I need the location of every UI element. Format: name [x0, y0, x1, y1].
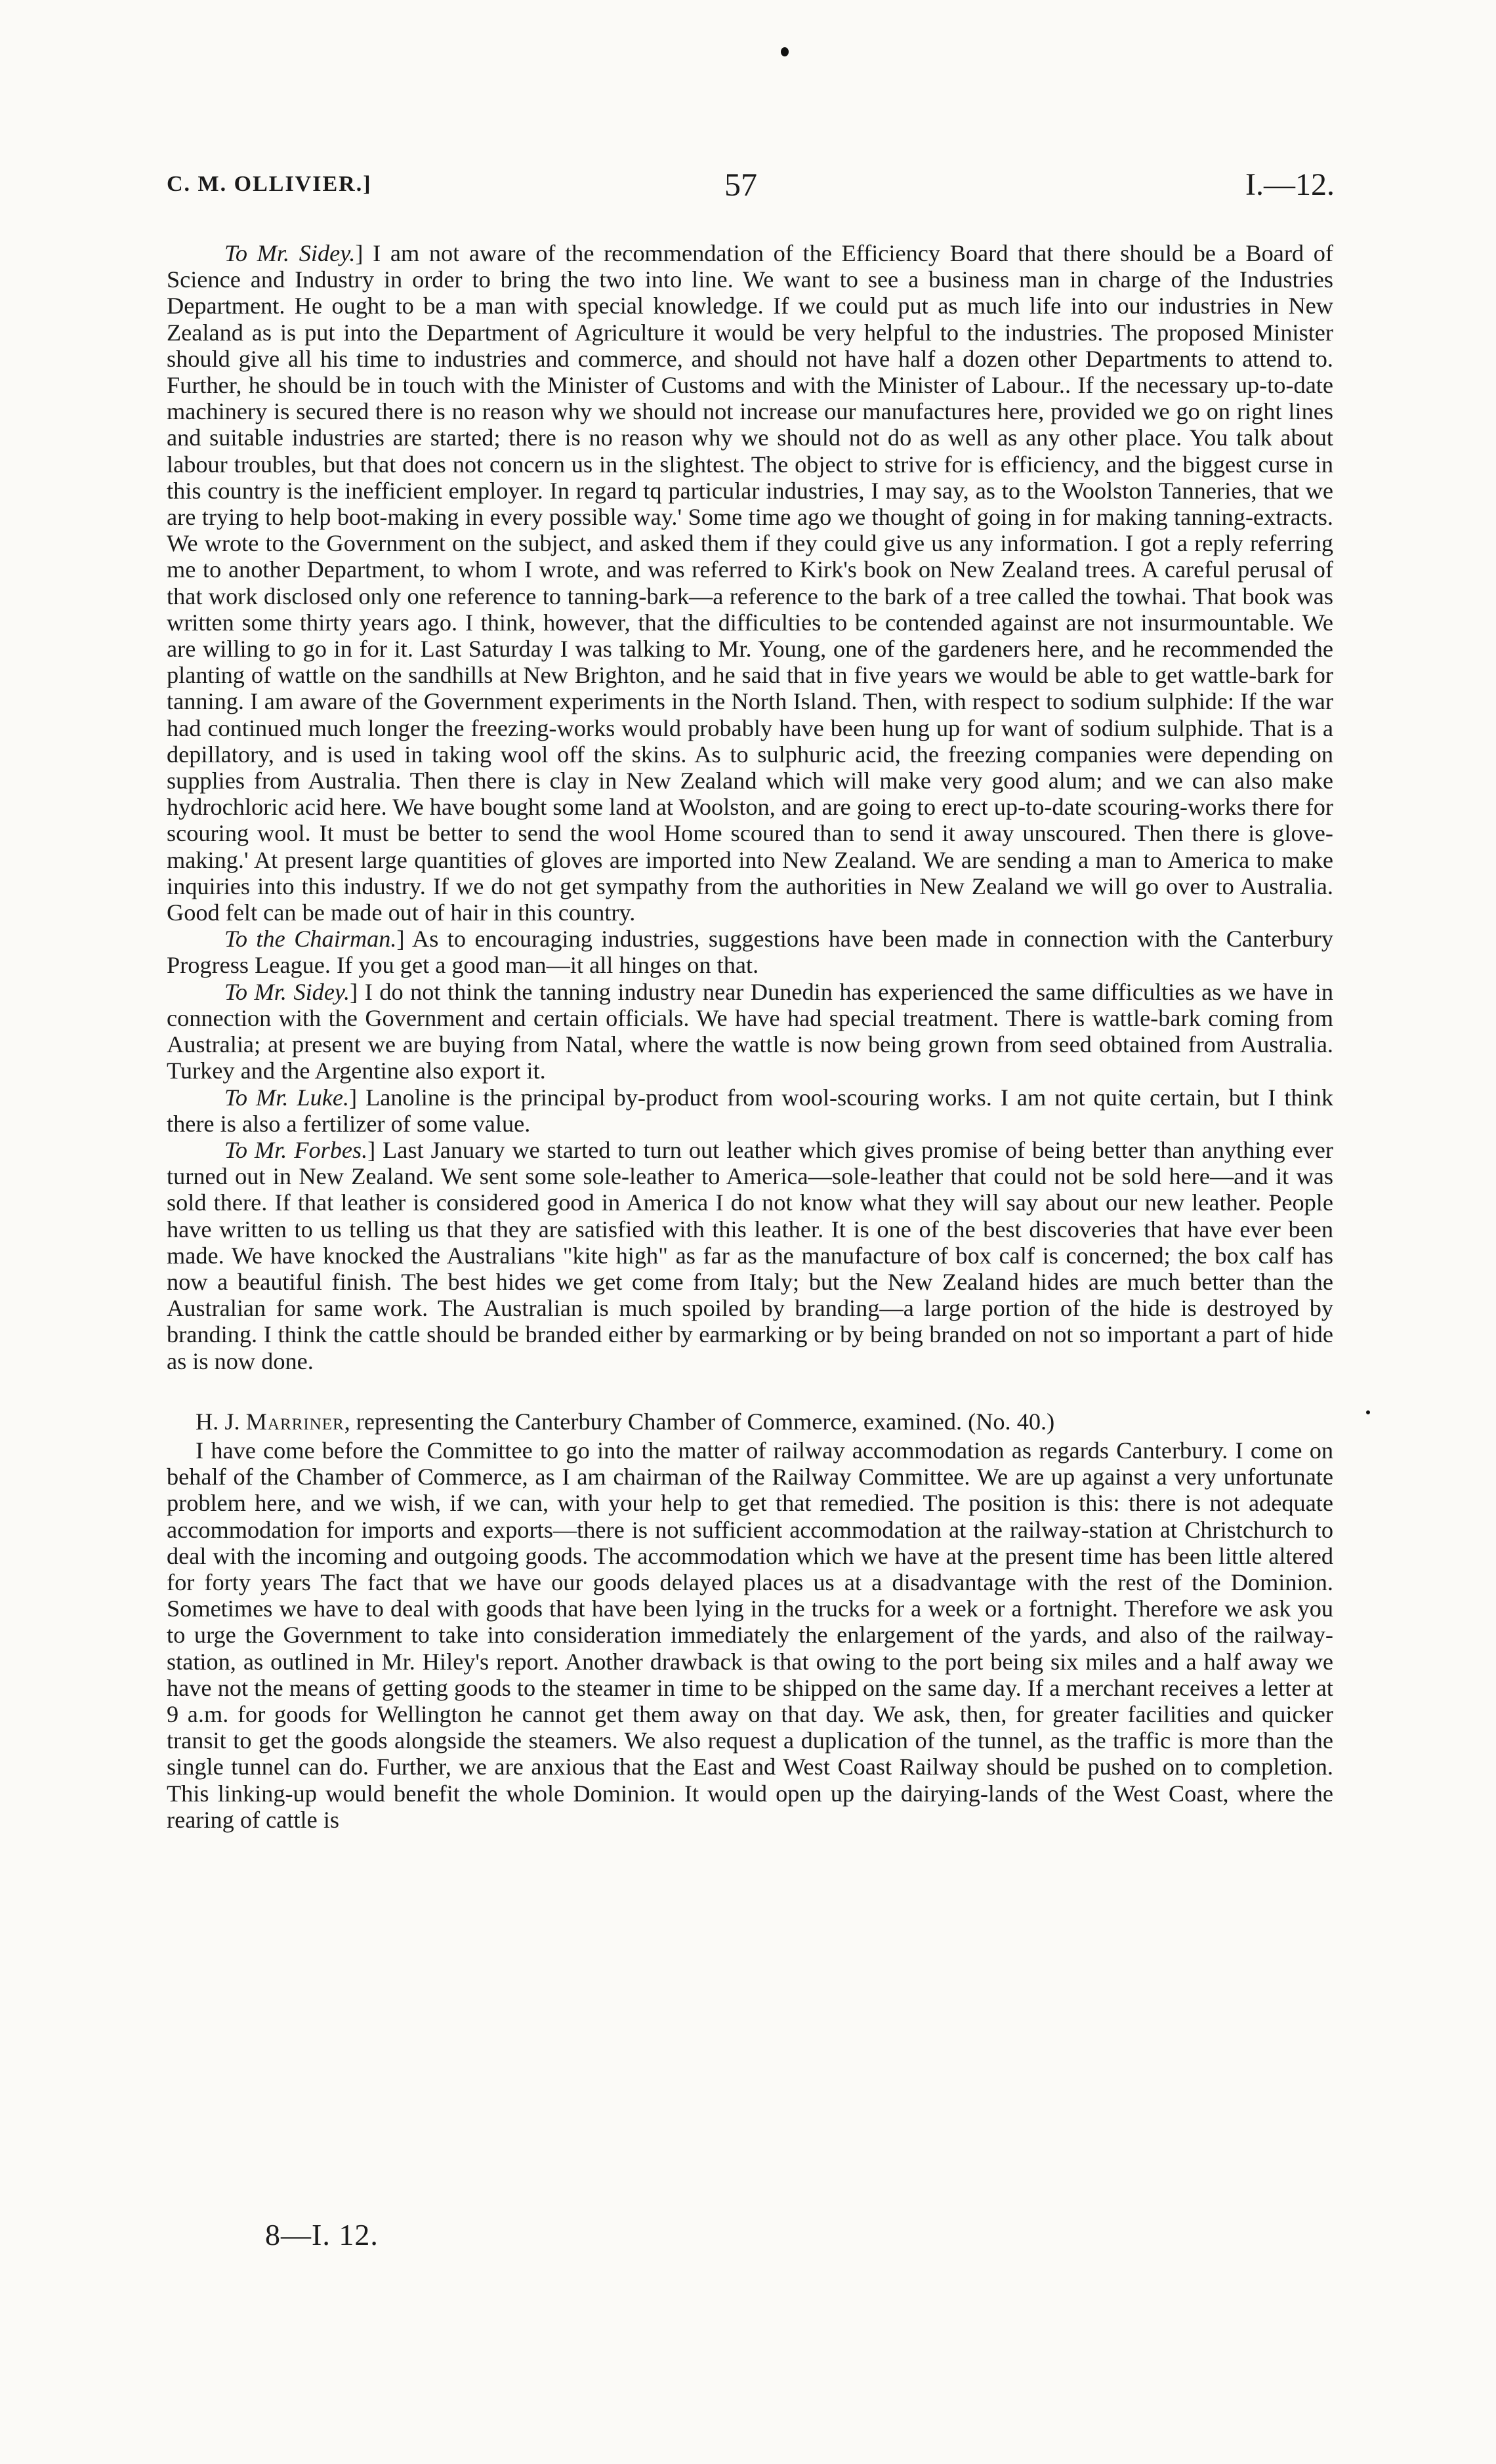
witness-description: , representing the Canterbury Chamber of Commerce, examined. (No. 40.) — [344, 1408, 1055, 1435]
answer-text: ] As to encouraging industries, suggestions have been made in connection with the Canterbury Progress League. If you get a good man—it all hinges on that. — [167, 926, 1334, 979]
witness-heading — [167, 1408, 1333, 1435]
statement-paragraph: I have come before the Committee to go into the matter of railway accommodation as regards Canterbury. I come on behalf of the Chamber of Commerce, as I am chairman of the Railway Committee. We are up against a very unfortunate problem here, and we wish, if we can, with your help to get that remedied. The position is this: there is not adequate accommodation for imports and exports—there is not sufficient accommodation at the railway-station at Christchurch to deal with the incoming and outgoing goods. The accommodation which we have at the present time has been little altered for forty years The fact that we have our goods delayed places us at a disadvantage with the rest of the Dominion. Sometimes we have to deal with goods that have been lying in the trucks for a week or a fortnight. Therefore we ask you to urge the Government to take into consideration immediately the enlargement of the yards, and also of the railway-station, as outlined in Mr. Hiley's report. Another drawback is that owing to the port being six miles and a half away we have not the means of getting goods to the steamer in time to be shipped on the same day. If a merchant receives a letter at 9 a.m. for goods for Wellington he cannot get them away on that day. We ask, then, for greater facilities and quicker transit to get the goods alongside the steamers. We also request a duplication of the tunnel, as the traffic is more than the single tunnel can do. Further, we are anxious that the East and West Coast Railway should be pushed on to completion. This linking-up would benefit the whole Dominion. It would open up the dairying-lands of the West Coast, where the rearing of cattle is — [167, 1437, 1333, 1833]
questioner: To the Chairman. — [224, 926, 397, 953]
questioner: To Mr. Luke. — [224, 1084, 350, 1111]
ink-speck — [781, 47, 789, 56]
answer-text: ] Last January we started to turn out leather which gives promise of being better than anything ever turned out in New Zealand. We sent some sole-leather to America—sole-leather that could not be sold here—and it was sold there. If that leather is considered good in America I do not know what they will say about our new leather. People have written to us telling us that they are satisfied with this leather. It is one of the best discoveries that have ever been made. We have knocked the Australians "kite high" as far as the manufacture of box calf is concerned; the box calf has now a beautiful finish. The best hides we get come from Italy; but the New Zealand hides are much better than the Australian for same work. The Australian is much spoiled by branding—a large portion of the hide is destroyed by branding. I think the cattle should be branded either by earmarking or by being branded on not so important a part of hide as is now done. — [167, 1136, 1333, 1374]
witness-initials: H. J. — [196, 1408, 240, 1435]
questioner: To Mr. Sidey. — [224, 240, 356, 266]
answer-paragraph — [167, 1084, 1333, 1137]
answer-text: ] I am not aware of the recommendation of the Efficiency Board that there should be a Board of Science and Industry in order to bring the two into line. We want to see a business man in charge of the Industries Department. He ought to be a man with special knowledge. If we could put as much life into our industries in New Zealand as is put into the Department of Agriculture it would be very helpful to the industries. The proposed Minister should give all his time to industries and commerce, and should not have half a dozen other Departments to attend to. Further, he should be in touch with the Minister of Customs and with the Minister of Labour.. If the necessary up-to-date machinery is secured there is no reason why we should not increase our manufactures here, provided we go on right lines and suitable industries are started; there is no reason why we should not do as well as any other place. You talk about labour troubles, but that does not concern us in the slightest. The object to strive for is efficiency, and the biggest curse in this country is the inefficient employer. In regard tq particular industries, I may say, as to the Woolston Tanneries, that we are trying to help boot-making in every possible way.' Some time ago we thought of going in for making tanning-extracts. We wrote to the Government on the subject, and asked them if they could give us any information. I got a reply referring me to another Department, to whom I wrote, and was referred to Kirk's book on New Zealand trees. A careful perusal of that work disclosed only one reference to tanning-bark—a reference to the bark of a tree called the towhai. That book was written some thirty years ago. I think, however, that the difficulties to be contended against are not insurmountable. We are willing to go in for it. Last Saturday I was talking to Mr. Young, one of the gardeners here, and he recommended the planting of wattle on the sandhills at New Brighton, and he said that in five years we would be able to get wattle-bark for tanning. I am aware of the Government experiments in the North Island. Then, with respect to sodium sulphide: If the war had continued much longer the freezing-works would probably have been hung up for want of sodium sulphide. That is a depillatory, and is used in taking wool off the skins. As to sulphuric acid, the freezing companies were depending on supplies from Australia. Then there is clay in New Zealand which will make very good alum; and we can also make hydrochloric acid here. We have bought some land at Woolston, and are going to erect up-to-date scouring-works there for scouring wool. It must be better to send the wool Home scoured than to send it away unscoured. Then there is glove-making.' At present large quantities of gloves are imported into New Zealand. We are sending a man to America to make inquiries into this industry. If we do not get sympathy from the authorities in New Zealand we will go over to Australia. Good felt can be made out of hair in this country. — [167, 240, 1333, 926]
answer-paragraph — [167, 926, 1333, 978]
witness-surname: Marriner — [245, 1408, 344, 1435]
ink-speck — [1366, 1410, 1370, 1414]
answer-text: ] I do not think the tanning industry near Dunedin has experienced the same difficulties as we have in connection with the Government and certain officials. We have had special treatment. There is wattle-bark coming from Australia; at present we are buying from Natal, where the wattle is now being grown from seed obtained from Australia. Turkey and the Argentine also export it. — [167, 978, 1333, 1084]
answer-text: ] Lanoline is the principal by-product from wool-scouring works. I am not quite certain, but I think there is also a fertilizer of some value. — [167, 1084, 1333, 1137]
page-header — [167, 166, 1335, 218]
answer-paragraph — [167, 240, 1333, 926]
signature-mark: 8—I. 12. — [265, 2218, 379, 2251]
paper-reference: I.—12. — [1245, 167, 1335, 202]
text-column — [167, 240, 1333, 1833]
page-number: 57 — [724, 166, 757, 203]
answer-paragraph — [167, 979, 1333, 1084]
answer-paragraph — [167, 1137, 1333, 1374]
running-head-witness: C. M. OLLIVIER.] — [167, 172, 372, 196]
questioner: To Mr. Sidey. — [224, 978, 350, 1005]
questioner: To Mr. Forbes. — [224, 1136, 368, 1163]
